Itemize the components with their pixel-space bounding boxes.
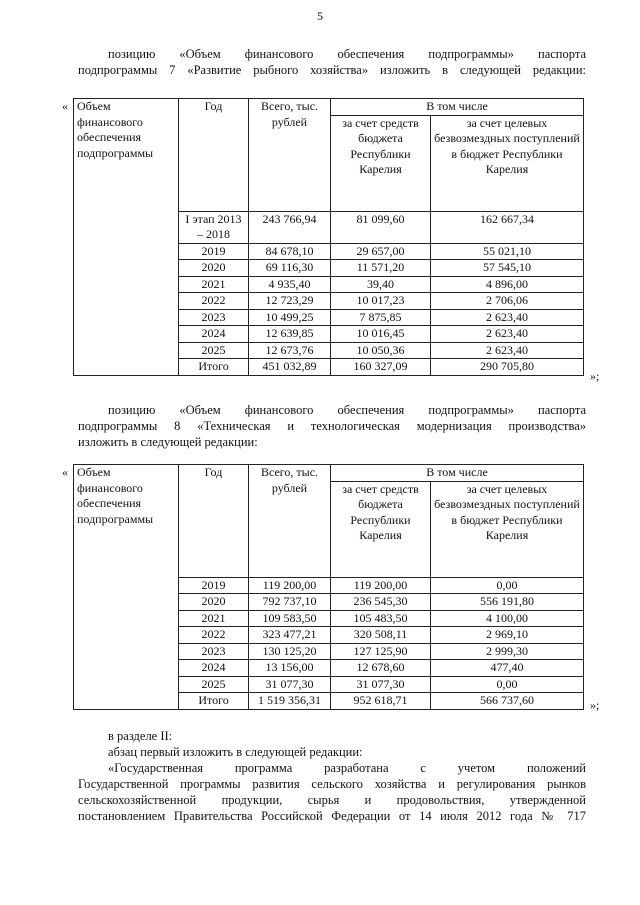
cell-total: 4 935,40 [249,276,331,293]
empty-cell [74,293,179,310]
table-row [74,643,584,660]
empty-cell [74,326,179,343]
cell-grants: 290 705,80 [431,359,584,376]
cell-budget: 39,40 [331,276,431,293]
financing-table-subprogram-7 [73,98,584,376]
cell-year: 2019 [179,243,249,260]
cell-budget: 29 657,00 [331,243,431,260]
text-line: сельскохозяйственной продукции, сырья и продовольствия, утвержденной [78,793,586,807]
cell-budget: 12 678,60 [331,660,431,677]
cell-budget: 952 618,71 [331,693,431,710]
table-row [74,577,584,594]
empty-cell [74,610,179,627]
paragraph-subprogram-7 [78,46,586,78]
paragraph-line: подпрограммы 7 «Развитие рыбного хозяйства» изложить в следующей редакции: [78,63,586,77]
cell-budget: 10 017,23 [331,293,431,310]
cell-total: 109 583,50 [249,610,331,627]
table-row [74,293,584,310]
table-row [74,676,584,693]
cell-year: 2022 [179,293,249,310]
table-row [74,276,584,293]
cell-grants: 2 706,06 [431,293,584,310]
cell-grants: 556 191,80 [431,594,584,611]
paragraph-subprogram-8 [78,402,586,450]
cell-budget: 127 125,90 [331,643,431,660]
text-line: Государственной программы развития сельского хозяйства и регулирования рынков [78,777,586,791]
paragraph-line: изложить в следующей редакции: [78,435,258,449]
paragraph-line: подпрограммы 8 «Техническая и технологическая модернизация производства» [78,419,586,433]
cell-budget: 11 571,20 [331,260,431,277]
empty-cell [74,243,179,260]
empty-cell [74,309,179,326]
cell-total: 69 116,30 [249,260,331,277]
cell-year: 2025 [179,342,249,359]
table-row [74,627,584,644]
empty-cell [74,594,179,611]
cell-grants: 2 623,40 [431,309,584,326]
cell-total: 451 032,89 [249,359,331,376]
cell-grants: 0,00 [431,577,584,594]
quote-close-mark: »; [590,369,600,383]
cell-grants: 4 896,00 [431,276,584,293]
cell-budget: 10 050,36 [331,342,431,359]
page-number: 5 [317,9,323,23]
quote-open-mark: « [62,465,68,479]
cell-total: 1 519 356,31 [249,693,331,710]
empty-cell [74,359,179,376]
cell-grants: 4 100,00 [431,610,584,627]
header-budget: за счет средств бюджета Республики Карелия [331,481,431,577]
table-row [74,243,584,260]
cell-year: 2021 [179,276,249,293]
cell-budget: 10 016,45 [331,326,431,343]
cell-budget: 320 508,11 [331,627,431,644]
text-line: абзац первый изложить в следующей редакции: [108,745,363,759]
cell-year: 2023 [179,643,249,660]
cell-total: 12 673,76 [249,342,331,359]
cell-grants: 477,40 [431,660,584,677]
cell-grants: 2 969,10 [431,627,584,644]
table-row [74,260,584,277]
cell-year: 2021 [179,610,249,627]
cell-year: Итого [179,693,249,710]
cell-total: 12 639,85 [249,326,331,343]
cell-budget: 31 077,30 [331,676,431,693]
empty-cell [74,693,179,710]
empty-cell [74,276,179,293]
table-row [74,326,584,343]
cell-total: 792 737,10 [249,594,331,611]
empty-cell [74,577,179,594]
cell-grants: 566 737,60 [431,693,584,710]
header-total: Всего, тыс. рублей [249,99,331,212]
header-year: Год [179,465,249,578]
financing-table-subprogram-8 [73,464,584,710]
quote-open-mark: « [62,99,68,113]
section-ii-text [78,728,586,824]
empty-cell [74,643,179,660]
cell-budget: 7 875,85 [331,309,431,326]
cell-year: Итого [179,359,249,376]
cell-budget: 236 545,30 [331,594,431,611]
cell-budget: 119 200,00 [331,577,431,594]
cell-total: 243 766,94 [249,211,331,243]
cell-year: 2025 [179,676,249,693]
cell-grants: 2 999,30 [431,643,584,660]
cell-year: 2022 [179,627,249,644]
cell-total: 13 156,00 [249,660,331,677]
header-budget: за счет средств бюджета Республики Карелия [331,115,431,211]
table-row [74,693,584,710]
cell-grants: 0,00 [431,676,584,693]
header-financing: Объем финансового обеспечения подпрограммы [74,465,179,578]
text-line: постановлением Правительства Российской Федерации от 14 июля 2012 года № 717 [78,809,586,823]
table-row [74,359,584,376]
table-row [74,610,584,627]
table-row [74,342,584,359]
quote-close-mark: »; [590,698,600,712]
cell-year: 2024 [179,326,249,343]
cell-budget: 160 327,09 [331,359,431,376]
empty-cell [74,676,179,693]
cell-total: 119 200,00 [249,577,331,594]
header-grants: за счет целевых безвозмездных поступлений в бюджет Республики Карелия [431,115,584,211]
cell-total: 323 477,21 [249,627,331,644]
paragraph-line: позицию «Объем финансового обеспечения подпрограммы» паспорта [108,403,586,417]
cell-total: 31 077,30 [249,676,331,693]
empty-cell [74,211,179,243]
cell-year: 2020 [179,260,249,277]
header-including: В том числе [331,99,584,116]
cell-year: I этап 2013 – 2018 [179,211,249,243]
table-row [74,594,584,611]
table-row [74,309,584,326]
empty-cell [74,260,179,277]
header-year: Год [179,99,249,212]
cell-year: 2023 [179,309,249,326]
cell-total: 130 125,20 [249,643,331,660]
table-row [74,211,584,243]
cell-grants: 55 021,10 [431,243,584,260]
cell-grants: 2 623,40 [431,342,584,359]
header-grants: за счет целевых безвозмездных поступлений в бюджет Республики Карелия [431,481,584,577]
cell-total: 84 678,10 [249,243,331,260]
cell-year: 2024 [179,660,249,677]
header-total: Всего, тыс. рублей [249,465,331,578]
cell-budget: 105 483,50 [331,610,431,627]
text-line: «Государственная программа разработана с учетом положений [108,761,586,775]
header-including: В том числе [331,465,584,482]
header-financing: Объем финансового обеспечения подпрограммы [74,99,179,212]
cell-grants: 162 667,34 [431,211,584,243]
empty-cell [74,342,179,359]
empty-cell [74,627,179,644]
table-row [74,660,584,677]
cell-grants: 57 545,10 [431,260,584,277]
cell-grants: 2 623,40 [431,326,584,343]
cell-budget: 81 099,60 [331,211,431,243]
cell-year: 2019 [179,577,249,594]
text-line: в разделе II: [108,729,173,743]
empty-cell [74,660,179,677]
cell-year: 2020 [179,594,249,611]
cell-total: 12 723,29 [249,293,331,310]
cell-total: 10 499,25 [249,309,331,326]
paragraph-line: позицию «Объем финансового обеспечения подпрограммы» паспорта [108,47,586,61]
